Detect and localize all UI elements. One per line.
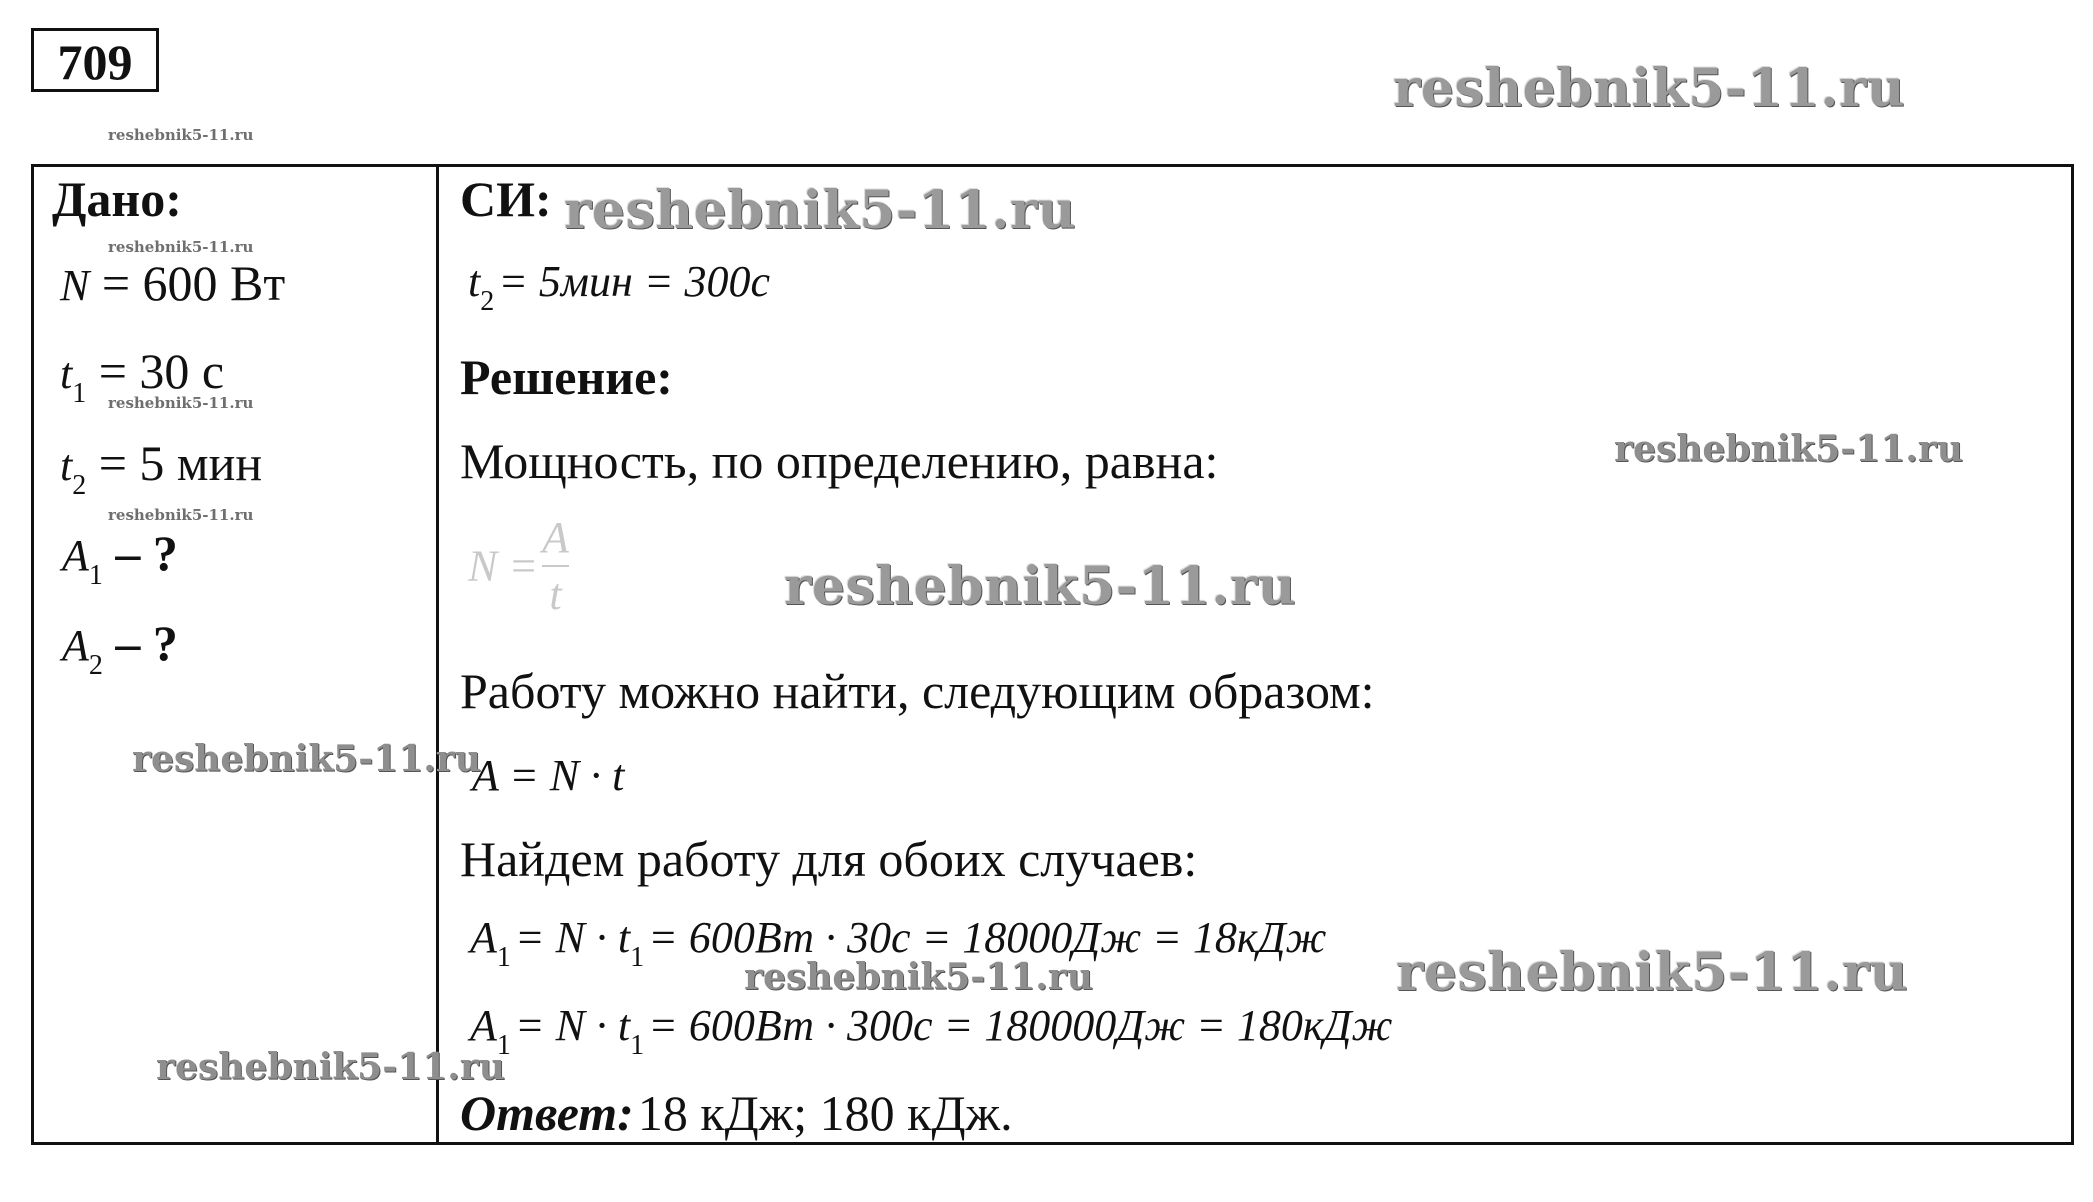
watermark-top-right: reshebnik5-11.ru <box>1393 58 1906 119</box>
answer-text: 18 кДж; 180 кДж. <box>637 1085 1013 1141</box>
given-time-1: $t_1 = 30$ с <box>60 343 225 409</box>
watermark-bottom-right: reshebnik5-11.ru <box>1396 942 1909 1003</box>
given-unknown-2: $A_2$ – ? <box>62 615 178 681</box>
solution-line-3: Найдем работу для обоих случаев: <box>460 831 1198 887</box>
solution-header: Решение: <box>460 349 673 405</box>
answer-label: Ответ: <box>460 1085 634 1141</box>
solution-line-2: Работу можно найти, следующим образом: <box>460 663 1375 719</box>
problem-number: 709 <box>31 28 159 92</box>
si-header: СИ: <box>460 171 552 227</box>
answer-line <box>460 1084 1013 1142</box>
watermark-si: reshebnik5-11.ru <box>564 180 1077 241</box>
watermark-small-3: reshebnik5-11.ru <box>108 394 254 412</box>
given-header: Дано: <box>52 171 182 227</box>
watermark-right-mid: reshebnik5-11.ru <box>1614 428 1963 470</box>
column-divider <box>436 164 439 1145</box>
power-fraction: $\frac{A}{t}$ <box>542 513 569 619</box>
watermark-small-4: reshebnik5-11.ru <box>108 506 254 524</box>
given-unknown-1: $A_1$ – ? <box>62 525 178 591</box>
given-time-2: $t_2 = 5$ мин <box>60 435 263 501</box>
power-formula: N = $\frac{A}{t}$ <box>468 513 569 619</box>
watermark-small-1: reshebnik5-11.ru <box>108 126 254 144</box>
solution-line-1: Мощность, по определению, равна: <box>460 433 1219 489</box>
si-conversion: t2 = 5мин = 300с <box>468 257 771 317</box>
watermark-small-2: reshebnik5-11.ru <box>108 238 254 256</box>
watermark-mid-left: reshebnik5-11.ru <box>132 738 481 780</box>
calculation-1: A1 = N · t1 = 600Вт · 30с = 18000Дж = 18кДж <box>470 913 1327 973</box>
calculation-2: A1 = N · t1 = 600Вт · 300с = 180000Дж = 180кДж <box>470 1001 1393 1061</box>
watermark-calc: reshebnik5-11.ru <box>744 956 1093 998</box>
work-formula: A = N · t <box>472 751 625 800</box>
watermark-mid-left-bottom: reshebnik5-11.ru <box>156 1046 505 1088</box>
given-power: N = 600 Вт <box>60 255 286 311</box>
watermark-center: reshebnik5-11.ru <box>784 556 1297 617</box>
